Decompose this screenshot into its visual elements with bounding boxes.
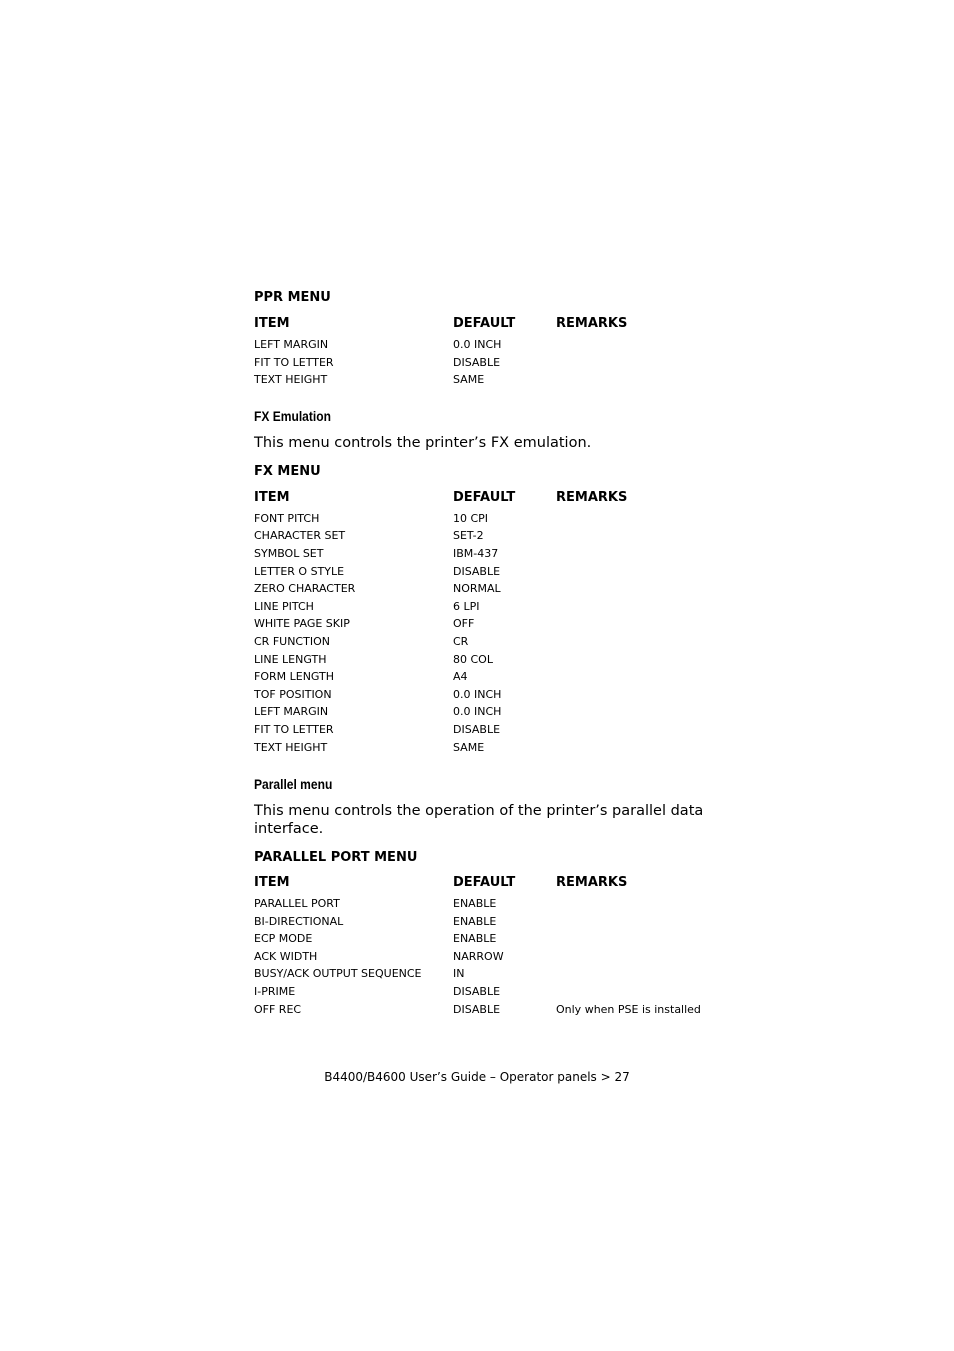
table-row	[254, 705, 724, 723]
cell-remarks	[556, 512, 724, 530]
cell-remarks	[556, 688, 724, 706]
cell-default: NARROW	[453, 949, 504, 963]
fx-emulation-heading: FX Emulation	[254, 407, 331, 424]
cell-remarks	[556, 338, 724, 356]
cell-remarks	[556, 705, 724, 723]
ppr-menu-title: PPR MENU	[254, 290, 331, 305]
table-row	[254, 582, 724, 600]
cell-item: BUSY/ACK OUTPUT SEQUENCE	[254, 967, 422, 981]
cell-default: DISABLE	[453, 1002, 501, 1016]
ppr-menu-table	[254, 316, 724, 391]
fx-intro-text: This menu controls the printer’s FX emulation.	[254, 434, 592, 451]
cell-default: SAME	[453, 740, 485, 754]
cell-item: FIT TO LETTER	[254, 355, 334, 369]
cell-remarks	[556, 950, 724, 968]
cell-item: SYMBOL SET	[254, 546, 324, 560]
cell-item: LINE PITCH	[254, 599, 314, 613]
cell-item: CR FUNCTION	[254, 634, 330, 648]
cell-remarks	[556, 582, 724, 600]
cell-item: BI-DIRECTIONAL	[254, 914, 344, 928]
cell-remarks	[556, 356, 724, 374]
cell-default: 80 COL	[453, 652, 493, 666]
cell-remarks: Only when PSE is installed	[556, 1002, 701, 1016]
cell-remarks	[556, 915, 724, 933]
table-row	[254, 512, 724, 530]
header-item: ITEM	[254, 875, 290, 891]
table-header	[254, 316, 724, 332]
table-row	[254, 915, 724, 933]
cell-default: CR	[453, 634, 469, 648]
cell-default: SET-2	[453, 529, 484, 543]
cell-default: DISABLE	[453, 985, 501, 999]
cell-item: WHITE PAGE SKIP	[254, 617, 350, 631]
cell-remarks	[556, 967, 724, 985]
table-row	[254, 670, 724, 688]
table-row	[254, 617, 724, 635]
table-row	[254, 1003, 724, 1021]
cell-item: ECP MODE	[254, 932, 313, 946]
table-row	[254, 547, 724, 565]
cell-item: LINE LENGTH	[254, 652, 327, 666]
cell-item: PARALLEL PORT	[254, 897, 340, 911]
cell-item: I-PRIME	[254, 985, 296, 999]
cell-default: ENABLE	[453, 914, 497, 928]
table-row	[254, 373, 724, 391]
table-row	[254, 985, 724, 1003]
fx-menu-table	[254, 490, 724, 758]
cell-item: TOF POSITION	[254, 687, 332, 701]
cell-item: LEFT MARGIN	[254, 338, 329, 351]
cell-item: FIT TO LETTER	[254, 722, 334, 736]
cell-remarks	[556, 600, 724, 618]
cell-default: 0.0 INCH	[453, 687, 502, 701]
cell-default: 6 LPI	[453, 599, 480, 613]
table-row	[254, 897, 724, 915]
cell-item: LEFT MARGIN	[254, 705, 329, 719]
cell-default: SAME	[453, 373, 485, 387]
table-row	[254, 338, 724, 356]
cell-default: 0.0 INCH	[453, 705, 502, 719]
cell-item: LETTER O STYLE	[254, 564, 345, 578]
cell-default: DISABLE	[453, 355, 501, 369]
cell-remarks	[556, 932, 724, 950]
cell-default: IBM-437	[453, 546, 499, 560]
header-remarks: REMARKS	[556, 489, 628, 505]
parallel-port-menu-title: PARALLEL PORT MENU	[254, 850, 418, 866]
parallel-port-menu-table	[254, 875, 724, 1020]
cell-remarks	[556, 635, 724, 653]
cell-remarks	[556, 529, 724, 547]
table-body	[254, 512, 724, 758]
cell-default: NORMAL	[453, 582, 501, 596]
cell-default: DISABLE	[453, 722, 501, 736]
cell-remarks	[556, 897, 724, 915]
table-row	[254, 741, 724, 759]
header-remarks: REMARKS	[556, 875, 628, 891]
cell-remarks	[556, 547, 724, 565]
table-row	[254, 723, 724, 741]
header-item: ITEM	[254, 316, 290, 331]
table-body	[254, 338, 724, 391]
cell-item: TEXT HEIGHT	[254, 740, 328, 754]
cell-item: OFF REC	[254, 1002, 302, 1016]
cell-remarks	[556, 670, 724, 688]
cell-default: IN	[453, 967, 465, 981]
cell-item: FORM LENGTH	[254, 670, 335, 684]
header-item: ITEM	[254, 489, 290, 505]
header-default: DEFAULT	[453, 489, 516, 505]
page-content	[254, 290, 724, 1020]
cell-default: ENABLE	[453, 897, 497, 911]
table-row	[254, 967, 724, 985]
table-row	[254, 565, 724, 583]
table-row	[254, 529, 724, 547]
table-row	[254, 688, 724, 706]
table-row	[254, 356, 724, 374]
cell-item: ACK WIDTH	[254, 949, 318, 963]
cell-item: ZERO CHARACTER	[254, 582, 356, 596]
table-header	[254, 490, 724, 506]
cell-remarks	[556, 565, 724, 583]
cell-remarks	[556, 373, 724, 391]
cell-item: CHARACTER SET	[254, 529, 346, 543]
parallel-menu-heading: Parallel menu	[254, 776, 333, 793]
header-remarks: REMARKS	[556, 316, 628, 331]
cell-default: ENABLE	[453, 932, 497, 946]
table-body	[254, 897, 724, 1020]
cell-default: A4	[453, 670, 468, 684]
cell-remarks	[556, 617, 724, 635]
table-row	[254, 600, 724, 618]
cell-default: 10 CPI	[453, 511, 489, 525]
cell-remarks	[556, 653, 724, 671]
cell-item: TEXT HEIGHT	[254, 373, 328, 387]
table-row	[254, 635, 724, 653]
table-row	[254, 653, 724, 671]
fx-menu-title: FX MENU	[254, 463, 321, 479]
cell-remarks	[556, 723, 724, 741]
cell-default: DISABLE	[453, 564, 501, 578]
cell-remarks	[556, 741, 724, 759]
cell-remarks	[556, 985, 724, 1003]
header-default: DEFAULT	[453, 875, 516, 891]
cell-default: 0.0 INCH	[453, 338, 502, 351]
header-default: DEFAULT	[453, 316, 516, 331]
page-footer: B4400/B4600 User’s Guide – Operator panels > 27	[324, 1070, 630, 1084]
table-header	[254, 875, 724, 891]
cell-default: OFF	[453, 617, 475, 631]
table-row	[254, 932, 724, 950]
parallel-intro-text: This menu controls the operation of the printer’s parallel data interface.	[254, 803, 704, 838]
table-row	[254, 950, 724, 968]
cell-item: FONT PITCH	[254, 511, 320, 525]
